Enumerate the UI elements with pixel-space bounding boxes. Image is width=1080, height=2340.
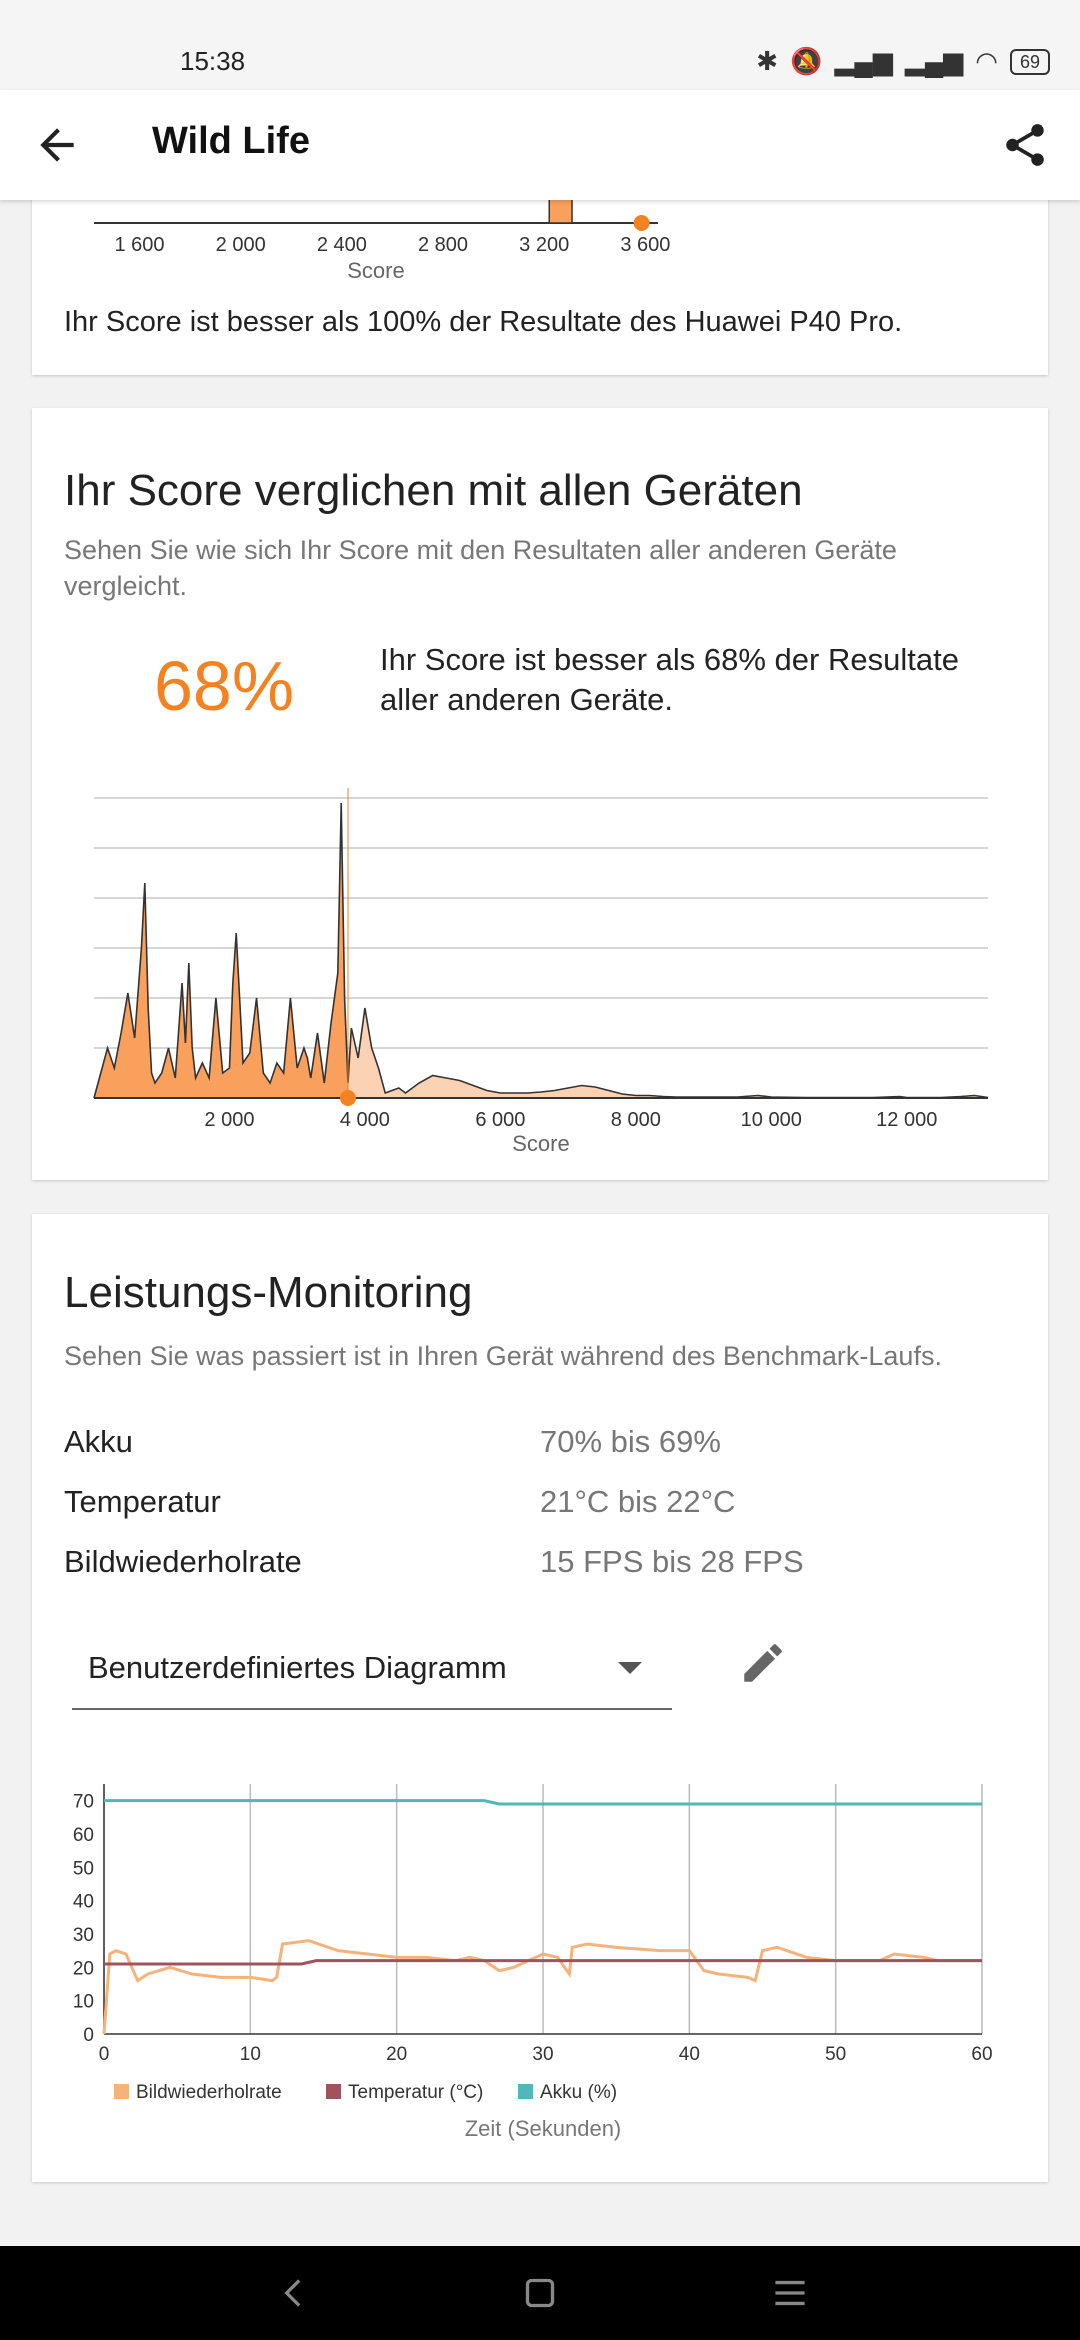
x-tick-label: 2 400 — [316, 234, 367, 256]
page-title: Wild Life — [152, 120, 310, 162]
clock: 15:38 — [180, 46, 246, 76]
all-devices-distribution-chart — [32, 778, 1048, 1156]
x-tick-label: 0 — [98, 2044, 110, 2065]
share-icon[interactable] — [1000, 120, 1050, 170]
x-tick-label: 2 000 — [204, 1109, 255, 1131]
signal-icon: ▂▄▆ — [834, 46, 893, 76]
performance-monitoring-card — [32, 1214, 1048, 2182]
x-tick-label: 4 000 — [339, 1109, 390, 1131]
card-subtitle: Sehen Sie was passiert ist in Ihren Gerät während des Benchmark-Laufs. — [64, 1341, 942, 1371]
battery-indicator: 69 — [1010, 49, 1050, 75]
card-title: Leistungs-Monitoring — [64, 1268, 473, 1317]
legend-label: Akku (%) — [540, 2082, 618, 2103]
x-tick-label: 2 800 — [417, 234, 469, 256]
temperature-label: Temperatur — [64, 1484, 221, 1519]
x-tick-label: 50 — [825, 2044, 847, 2065]
nav-home-icon[interactable] — [515, 2268, 565, 2318]
x-tick-label: 20 — [386, 2044, 408, 2065]
status-icons — [756, 46, 1050, 77]
battery-value: 70% bis 69% — [540, 1424, 721, 1459]
signal-icon: ▂▄▆ — [904, 46, 964, 76]
score-marker — [340, 1090, 356, 1106]
y-tick-label: 40 — [72, 1891, 94, 1913]
x-tick-label: 10 — [239, 2044, 261, 2065]
card-subtitle: Sehen Sie wie sich Ihr Score mit den Resultaten aller anderen Geräte vergleicht. — [64, 535, 897, 601]
x-axis-label: Zeit (Sekunden) — [464, 2116, 622, 2141]
x-tick-label: 2 000 — [215, 234, 266, 256]
score-percent-text: Ihr Score ist besser als 68% der Resultate aller anderen Geräte. — [380, 642, 959, 717]
framerate-value: 15 FPS bis 28 FPS — [540, 1544, 804, 1579]
card-title: Ihr Score verglichen mit allen Geräten — [64, 466, 803, 515]
legend-swatch — [326, 2084, 341, 2099]
x-tick-label: 1 600 — [114, 234, 165, 256]
nav-back-icon[interactable] — [270, 2268, 320, 2318]
x-tick-label: 10 000 — [740, 1109, 802, 1131]
legend-label: Bildwiederholrate — [136, 2082, 282, 2103]
nav-menu-icon[interactable] — [765, 2268, 815, 2318]
pencil-icon[interactable] — [738, 1638, 788, 1688]
y-tick-label: 30 — [72, 1925, 94, 1946]
x-tick-label: 12 000 — [876, 1109, 938, 1131]
y-tick-label: 0 — [83, 2025, 94, 2046]
x-tick-label: 8 000 — [610, 1109, 661, 1131]
device-comparison-text: Ihr Score ist besser als 100% der Resultate des Huawei P40 Pro. — [64, 306, 903, 338]
x-tick-label: 60 — [971, 2044, 993, 2065]
system-nav-bar — [0, 2246, 1080, 2340]
temperature-value: 21°C bis 22°C — [540, 1484, 736, 1519]
x-axis-label: Score — [347, 258, 405, 283]
battery-label: Akku — [64, 1424, 133, 1459]
score-percent: 68% — [154, 647, 295, 725]
arrow-left-icon[interactable] — [32, 120, 82, 170]
status-bar — [0, 0, 1080, 90]
legend-swatch — [518, 2084, 533, 2099]
score-marker — [634, 215, 650, 231]
legend-swatch — [114, 2084, 129, 2099]
performance-line-chart — [32, 1764, 1048, 2174]
x-tick-label: 30 — [532, 2044, 554, 2065]
x-tick-label: 40 — [678, 2044, 700, 2065]
bluetooth-icon: ✱ — [756, 46, 779, 76]
x-tick-label: 6 000 — [475, 1109, 526, 1131]
chart-type-dropdown[interactable] — [72, 1628, 672, 1710]
x-axis-label: Score — [512, 1131, 570, 1156]
dropdown-arrow-icon — [618, 1662, 642, 1674]
mute-icon: 🔕 — [790, 46, 823, 76]
y-tick-label: 60 — [72, 1825, 94, 1846]
dropdown-selected: Benutzerdefiniertes Diagramm — [88, 1650, 507, 1685]
app-bar — [0, 90, 1080, 200]
x-tick-label: 3 600 — [620, 234, 671, 256]
legend-label: Temperatur (°C) — [348, 2082, 484, 2103]
y-tick-label: 20 — [72, 1958, 94, 1980]
framerate-label: Bildwiederholrate — [64, 1544, 302, 1579]
distribution-area-above-score — [348, 1008, 988, 1098]
y-tick-label: 50 — [72, 1858, 94, 1880]
y-tick-label: 70 — [72, 1791, 94, 1813]
all-devices-card — [32, 408, 1048, 1180]
y-tick-label: 10 — [72, 1991, 94, 2013]
x-tick-label: 3 200 — [519, 234, 570, 256]
wifi-icon: ◠ — [975, 46, 998, 76]
